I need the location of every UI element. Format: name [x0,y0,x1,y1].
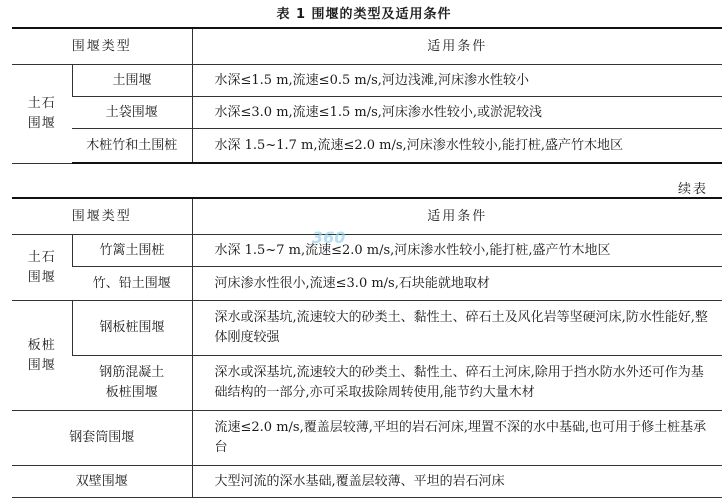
table-row [12,411,722,466]
type-cell: 土围堰 [72,65,192,97]
header-type: 围堰类型 [12,28,192,65]
header-type: 围堰类型 [12,198,192,235]
condition-cell: 水深≤1.5 m,流速≤0.5 m/s,河边浅滩,河床渗水性较小 [192,65,722,97]
group-earth-rock: 土石 围堰 [12,65,72,164]
table-row [12,466,722,498]
type-cell: 竹篱土围桩 [72,235,192,267]
type-cell: 钢套筒围堰 [12,411,192,466]
condition-cell: 水深 1.5~1.7 m,流速≤2.0 m/s,河床渗水性较小,能打桩,盛产竹木地区 [192,129,722,164]
condition-cell: 大型河流的深水基础,覆盖层较薄、平坦的岩石河床 [192,466,722,498]
type-cell: 双壁围堰 [12,466,192,498]
cofferdam-table-part2 [12,197,722,498]
condition-cell: 水深 1.5~7 m,流速≤2.0 m/s,河床渗水性较小,能打桩,盛产竹木地区 [192,235,722,267]
type-cell: 钢板桩围堰 [72,301,192,356]
group-sheet-pile: 板桩 围堰 [12,301,72,411]
type-cell: 竹、铅土围堰 [72,267,192,301]
cofferdam-table-part1 [12,27,722,164]
continued-label: 续表 [677,182,708,197]
table-row [12,356,722,411]
type-cell: 土袋围堰 [72,97,192,129]
table-row [12,301,722,356]
watermark-logo: 360 [312,228,346,247]
condition-cell: 流速≤2.0 m/s,覆盖层较薄,平坦的岩石河床,埋置不深的水中基础,也可用于修土桩基承台 [192,411,722,466]
condition-cell: 河床渗水性很小,流速≤3.0 m/s,石块能就地取材 [192,267,722,301]
header-condition: 适用条件 [192,28,722,65]
condition-cell: 水深≤3.0 m,流速≤1.5 m/s,河床渗水性较小,或淤泥较浅 [192,97,722,129]
type-cell: 木桩竹和土围桩 [72,129,192,164]
table-row [12,235,722,267]
header-condition: 适用条件 [192,198,722,235]
table-title: 表 1 围堰的类型及适用条件 [276,7,452,22]
table-row [12,267,722,301]
condition-cell: 深水或深基坑,流速较大的砂类土、黏性土、碎石土及风化岩等坚硬河床,防水性能好,整体刚度较强 [192,301,722,356]
condition-cell: 深水或深基坑,流速较大的砂类土、黏性土、碎石土河床,除用于挡水防水外还可作为基础结构的一部分,亦可采取拔除周转使用,能节约大量木材 [192,356,722,411]
table-row [12,65,722,97]
group-earth-rock: 土石 围堰 [12,235,72,301]
type-cell: 钢筋混凝土 板桩围堰 [72,356,192,411]
table-row [12,97,722,129]
table-row [12,129,722,164]
